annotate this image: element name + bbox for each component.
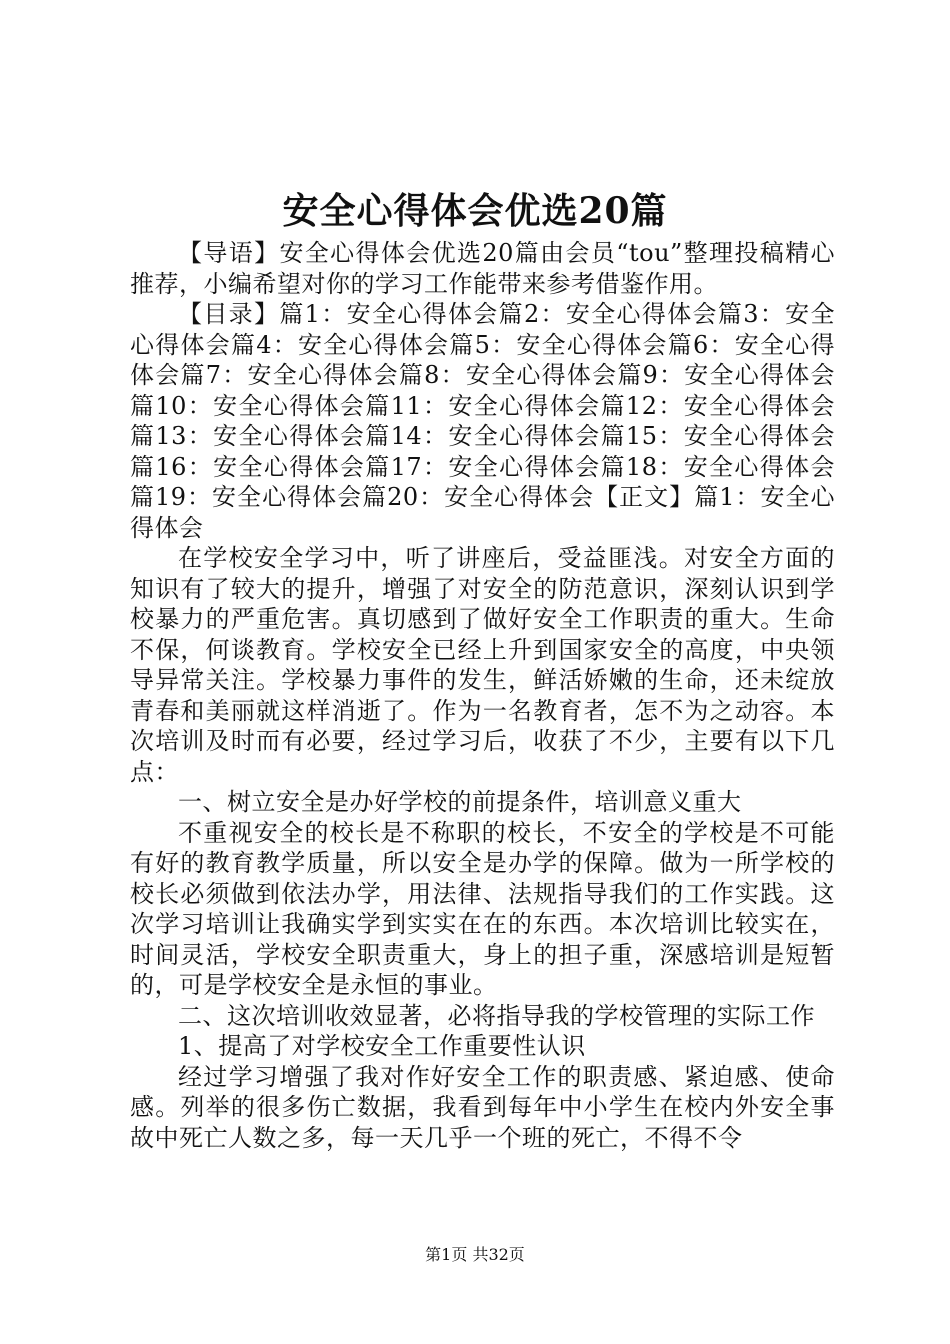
paragraph-toc: 【目录】篇1：安全心得体会篇2：安全心得体会篇3：安全心得体会篇4：安全心得体会篇5：安全心得体会篇6：安全心得体会篇7：安全心得体会篇8：安全心得体会篇9：安全心得体会篇10：安全心得体会篇11：安全心得体会篇12：安全心得体会篇13：安全心得体会篇14：安全心得体会篇15：安全心得体会篇16：安全心得体会篇17：安全心得体会篇18：安全心得体会篇19：安全心得体会篇20：安全心得体会【正文】篇1：安全心得体会 bbox=[130, 300, 835, 542]
section-heading: 一、树立安全是办好学校的前提条件，培训意义重大 bbox=[178, 788, 742, 816]
paragraph-intro: 【导语】安全心得体会优选20篇由会员“tou”整理投稿精心推荐，小编希望对你的学习工作能带来参考借鉴作用。 bbox=[130, 239, 835, 298]
page-footer: 第1页 共32页 bbox=[425, 1245, 525, 1264]
subsection-heading: 1、提高了对学校安全工作重要性认识 bbox=[178, 1032, 586, 1060]
section-heading: 二、这次培训收效显著，必将指导我的学校管理的实际工作 bbox=[178, 1001, 815, 1030]
paragraph: 经过学习增强了我对作好安全工作的职责感、紧迫感、使命感。列举的很多伤亡数据，我看到每年中小学生在校内外安全事故中死亡人数之多，每一天几乎一个班的死亡，不得不令 bbox=[130, 1062, 835, 1152]
paragraph: 在学校安全学习中，听了讲座后，受益匪浅。对安全方面的知识有了较大的提升，增强了对安全的防范意识，深刻认识到学校暴力的严重危害。真切感到了做好安全工作职责的重大。生命不保，何谈教育。学校安全已经上升到国家安全的高度，中央领导异常关注。学校暴力事件的发生，鲜活娇嫩的生命，还未绽放青春和美丽就这样消逝了。作为一名教育者，怎不为之动容。本次培训及时而有必要，经过学习后，收获了不少，主要有以下几点： bbox=[130, 544, 835, 786]
document-body bbox=[130, 238, 835, 1153]
paragraph: 不重视安全的校长是不称职的校长，不安全的学校是不可能有好的教育教学质量，所以安全是办学的保障。做为一所学校的校长必须做到依法办学，用法律、法规指导我们的工作实践。这次学习培训让我确实学到实实在在的东西。本次培训比较实在，时间灵活，学校安全职责重大，身上的担子重，深感培训是短暂的，可是学校安全是永恒的事业。 bbox=[130, 818, 835, 999]
document-title: 安全心得体会优选20篇 bbox=[282, 190, 668, 232]
